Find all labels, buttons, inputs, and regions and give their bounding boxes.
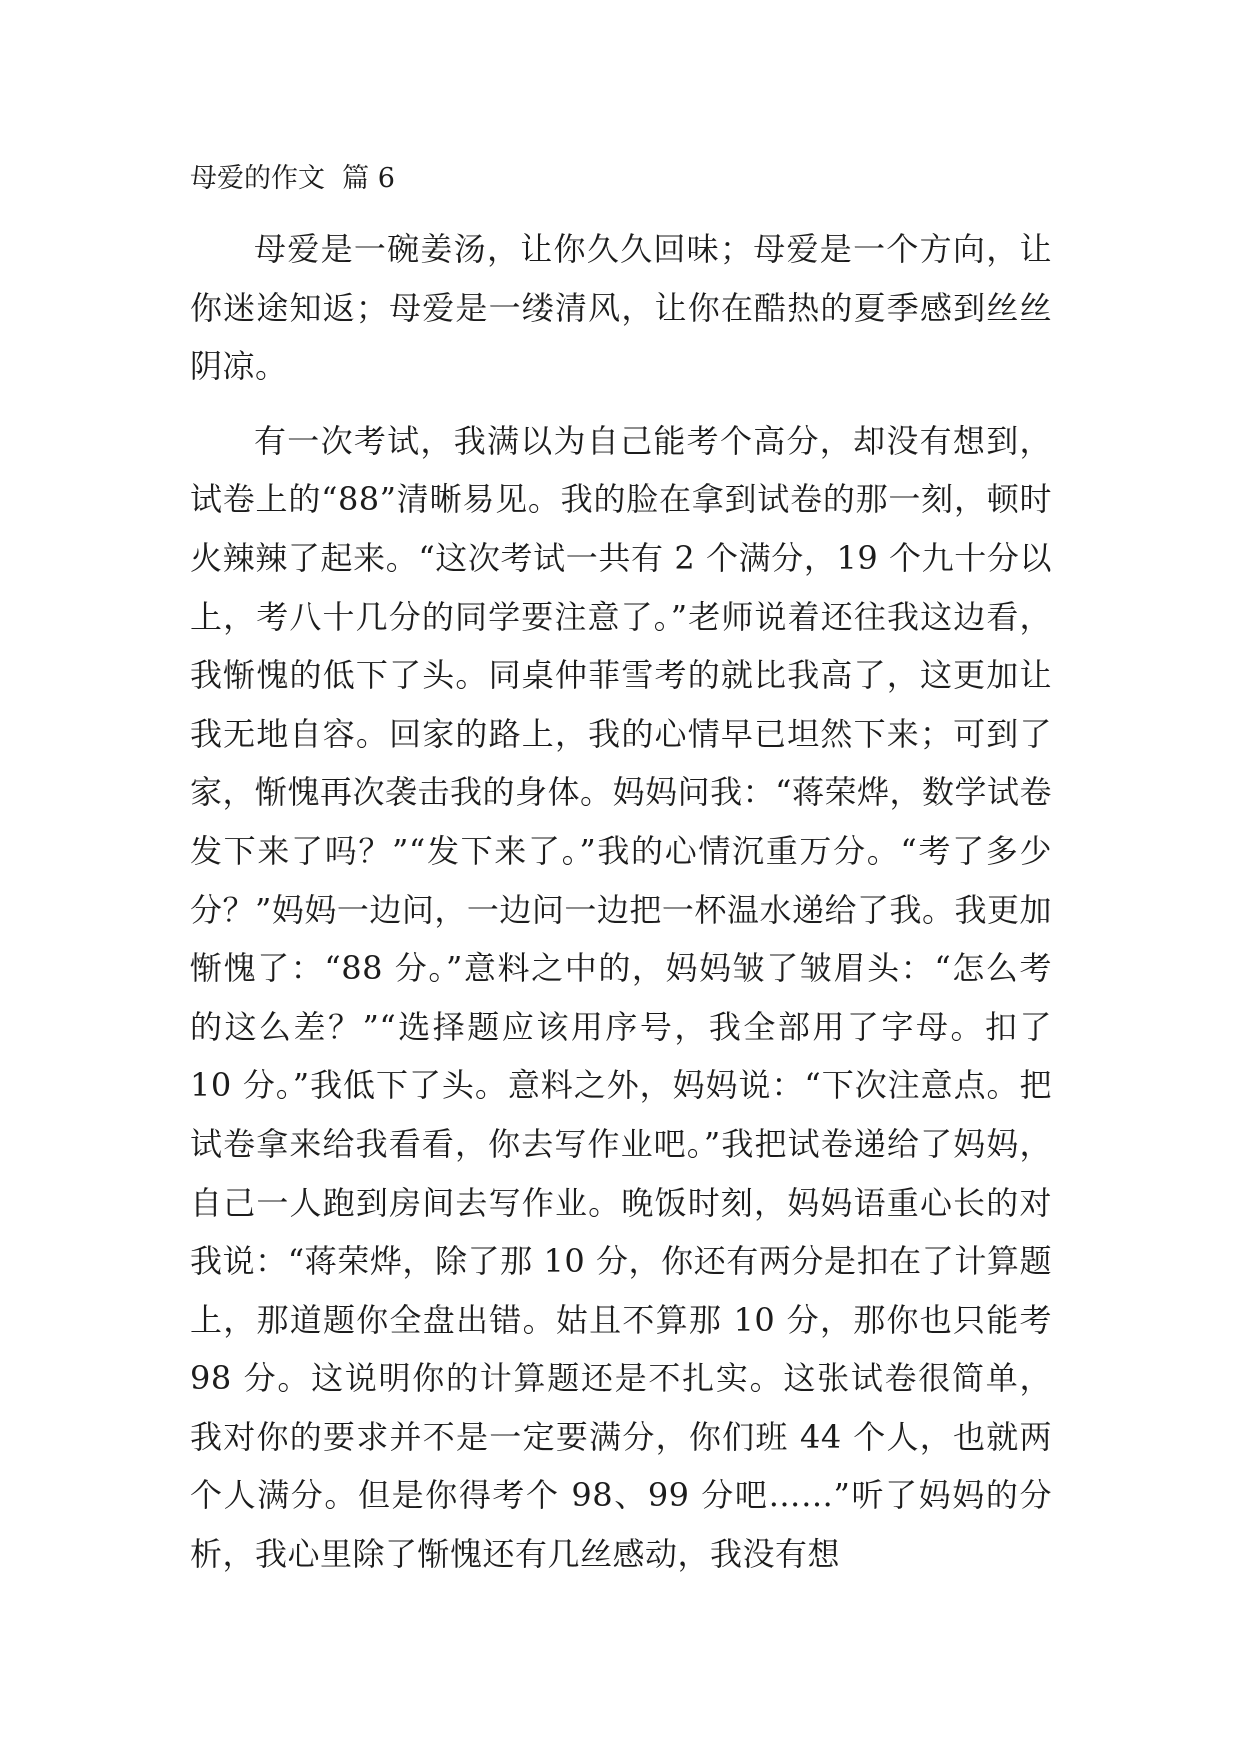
paragraph-2: 有一次考试，我满以为自己能考个高分，却没有想到，试卷上的“88”清晰易见。我的脸在拿到试卷的那一刻，顿时火辣辣了起来。“这次考试一共有 2 个满分，19 个九十分以上，考八十几分的同学要注意了。”老师说着还往我这边看，我惭愧的低下了头。同桌仲菲雪考的就比我高了，这更加让我无地自容。回家的路上，我的心情早已坦然下来；可到了家，惭愧再次袭击我的身体。妈妈问我：“蒋荣烨，数学试卷发下来了吗？”“发下来了。”我的心情沉重万分。“考了多少分？”妈妈一边问，一边问一边把一杯温水递给了我。我更加惭愧了：“88 分。”意料之中的，妈妈皱了皱眉头：“怎么考的这么差？”“选择题应该用序号，我全部用了字母。扣了 10 分。”我低下了头。意料之外，妈妈说：“下次注意点。把试卷拿来给我看看，你去写作业吧。”我把试卷递给了妈妈，自己一人跑到房间去写作业。晚饭时刻，妈妈语重心长的对我说：“蒋荣烨，除了那 10 分，你还有两分是扣在了计算题上，那道题你全盘出错。姑且不算那 10 分，那你也只能考 98 分。这说明你的计算题还是不扎实。这张试卷很简单，我对你的要求并不是一定要满分，你们班 44 个人，也就两个人满分。但是你得考个 98、99 分吧……”听了妈妈的分析，我心里除了惭愧还有几丝感动，我没有想 [190, 421, 1052, 1574]
paragraph-1: 母爱是一碗姜汤，让你久久回味；母爱是一个方向，让你迷途知返；母爱是一缕清风，让你在酷热的夏季感到丝丝阴凉。 [190, 230, 1052, 386]
document-page [190, 160, 1052, 1584]
document-title: 母爱的作文 篇 6 [190, 163, 395, 194]
